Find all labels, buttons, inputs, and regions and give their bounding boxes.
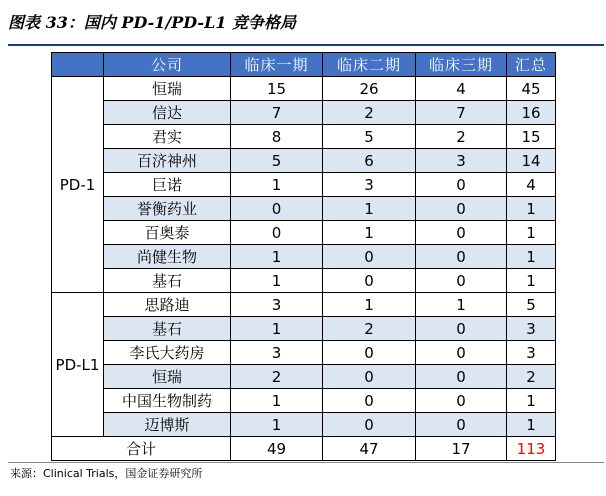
company-cell: 恒瑞 — [104, 365, 231, 389]
table-row — [52, 173, 556, 197]
table-row — [52, 317, 556, 341]
phase3-cell: 0 — [416, 389, 507, 413]
total-phase2: 47 — [323, 437, 416, 461]
figure-title: 图表 33：国内 PD-1/PD-L1 竞争格局 — [8, 13, 297, 32]
total-cell: 1 — [507, 197, 556, 221]
phase1-cell: 1 — [231, 413, 323, 437]
header-phase3: 临床三期 — [416, 53, 507, 77]
phase3-cell: 4 — [416, 77, 507, 101]
phase3-cell: 2 — [416, 125, 507, 149]
group-label-pdl1: PD-L1 — [52, 293, 104, 437]
table-row — [52, 389, 556, 413]
phase3-cell: 0 — [416, 173, 507, 197]
grand-total: 113 — [507, 437, 556, 461]
phase3-cell: 0 — [416, 221, 507, 245]
phase2-cell: 0 — [323, 389, 416, 413]
phase1-cell: 1 — [231, 269, 323, 293]
phase1-cell: 2 — [231, 365, 323, 389]
phase1-cell: 7 — [231, 101, 323, 125]
company-cell: 基石 — [104, 269, 231, 293]
phase3-cell: 0 — [416, 317, 507, 341]
total-cell: 3 — [507, 317, 556, 341]
phase2-cell: 1 — [323, 197, 416, 221]
phase3-cell: 3 — [416, 149, 507, 173]
footer-divider — [8, 462, 604, 463]
company-cell: 誉衡药业 — [104, 197, 231, 221]
phase2-cell: 0 — [323, 269, 416, 293]
phase2-cell: 5 — [323, 125, 416, 149]
phase1-cell: 0 — [231, 221, 323, 245]
total-cell: 1 — [507, 269, 556, 293]
total-cell: 1 — [507, 413, 556, 437]
table-row — [52, 413, 556, 437]
company-cell: 恒瑞 — [104, 77, 231, 101]
total-cell: 4 — [507, 173, 556, 197]
source-note: 来源：Clinical Trials，国金证券研究所 — [10, 467, 203, 480]
table-row — [52, 101, 556, 125]
title-divider — [8, 44, 604, 46]
company-cell: 中国生物制药 — [104, 389, 231, 413]
phase3-cell: 0 — [416, 341, 507, 365]
phase1-cell: 8 — [231, 125, 323, 149]
header-company: 公司 — [104, 53, 231, 77]
company-cell: 思路迪 — [104, 293, 231, 317]
phase3-cell: 0 — [416, 413, 507, 437]
phase1-cell: 3 — [231, 341, 323, 365]
table-header-row — [52, 53, 556, 77]
header-phase1: 临床一期 — [231, 53, 323, 77]
company-cell: 君实 — [104, 125, 231, 149]
phase2-cell: 0 — [323, 245, 416, 269]
table-row — [52, 149, 556, 173]
phase1-cell: 1 — [231, 389, 323, 413]
phase2-cell: 1 — [323, 293, 416, 317]
phase1-cell: 5 — [231, 149, 323, 173]
competition-table — [51, 52, 556, 461]
company-cell: 百奥泰 — [104, 221, 231, 245]
table-row — [52, 341, 556, 365]
company-cell: 巨诺 — [104, 173, 231, 197]
table-row — [52, 365, 556, 389]
total-cell: 5 — [507, 293, 556, 317]
total-cell: 2 — [507, 365, 556, 389]
phase1-cell: 0 — [231, 197, 323, 221]
total-cell: 1 — [507, 221, 556, 245]
total-cell: 14 — [507, 149, 556, 173]
total-label: 合计 — [52, 437, 231, 461]
header-phase2: 临床二期 — [323, 53, 416, 77]
phase2-cell: 6 — [323, 149, 416, 173]
header-total: 汇总 — [507, 53, 556, 77]
phase1-cell: 1 — [231, 317, 323, 341]
phase2-cell: 0 — [323, 365, 416, 389]
table-row — [52, 269, 556, 293]
company-cell: 迈博斯 — [104, 413, 231, 437]
company-cell: 百济神州 — [104, 149, 231, 173]
phase1-cell: 3 — [231, 293, 323, 317]
table-row — [52, 197, 556, 221]
phase1-cell: 15 — [231, 77, 323, 101]
table-row — [52, 125, 556, 149]
phase3-cell: 0 — [416, 269, 507, 293]
phase1-cell: 1 — [231, 245, 323, 269]
total-cell: 1 — [507, 245, 556, 269]
table-row — [52, 77, 556, 101]
phase2-cell: 26 — [323, 77, 416, 101]
phase2-cell: 3 — [323, 173, 416, 197]
phase3-cell: 1 — [416, 293, 507, 317]
total-cell: 3 — [507, 341, 556, 365]
phase3-cell: 0 — [416, 197, 507, 221]
total-cell: 1 — [507, 389, 556, 413]
phase2-cell: 2 — [323, 101, 416, 125]
phase1-cell: 1 — [231, 173, 323, 197]
company-cell: 尚健生物 — [104, 245, 231, 269]
phase2-cell: 2 — [323, 317, 416, 341]
total-cell: 15 — [507, 125, 556, 149]
table-row — [52, 293, 556, 317]
phase3-cell: 0 — [416, 365, 507, 389]
phase2-cell: 0 — [323, 413, 416, 437]
total-phase3: 17 — [416, 437, 507, 461]
group-label-pd1: PD-1 — [52, 77, 104, 293]
total-phase1: 49 — [231, 437, 323, 461]
company-cell: 基石 — [104, 317, 231, 341]
phase3-cell: 7 — [416, 101, 507, 125]
table-row — [52, 221, 556, 245]
phase3-cell: 0 — [416, 245, 507, 269]
company-cell: 信达 — [104, 101, 231, 125]
phase2-cell: 0 — [323, 341, 416, 365]
phase2-cell: 1 — [323, 221, 416, 245]
total-row — [52, 437, 556, 461]
company-cell: 李氏大药房 — [104, 341, 231, 365]
header-blank — [52, 53, 104, 77]
total-cell: 45 — [507, 77, 556, 101]
total-cell: 16 — [507, 101, 556, 125]
table-row — [52, 245, 556, 269]
